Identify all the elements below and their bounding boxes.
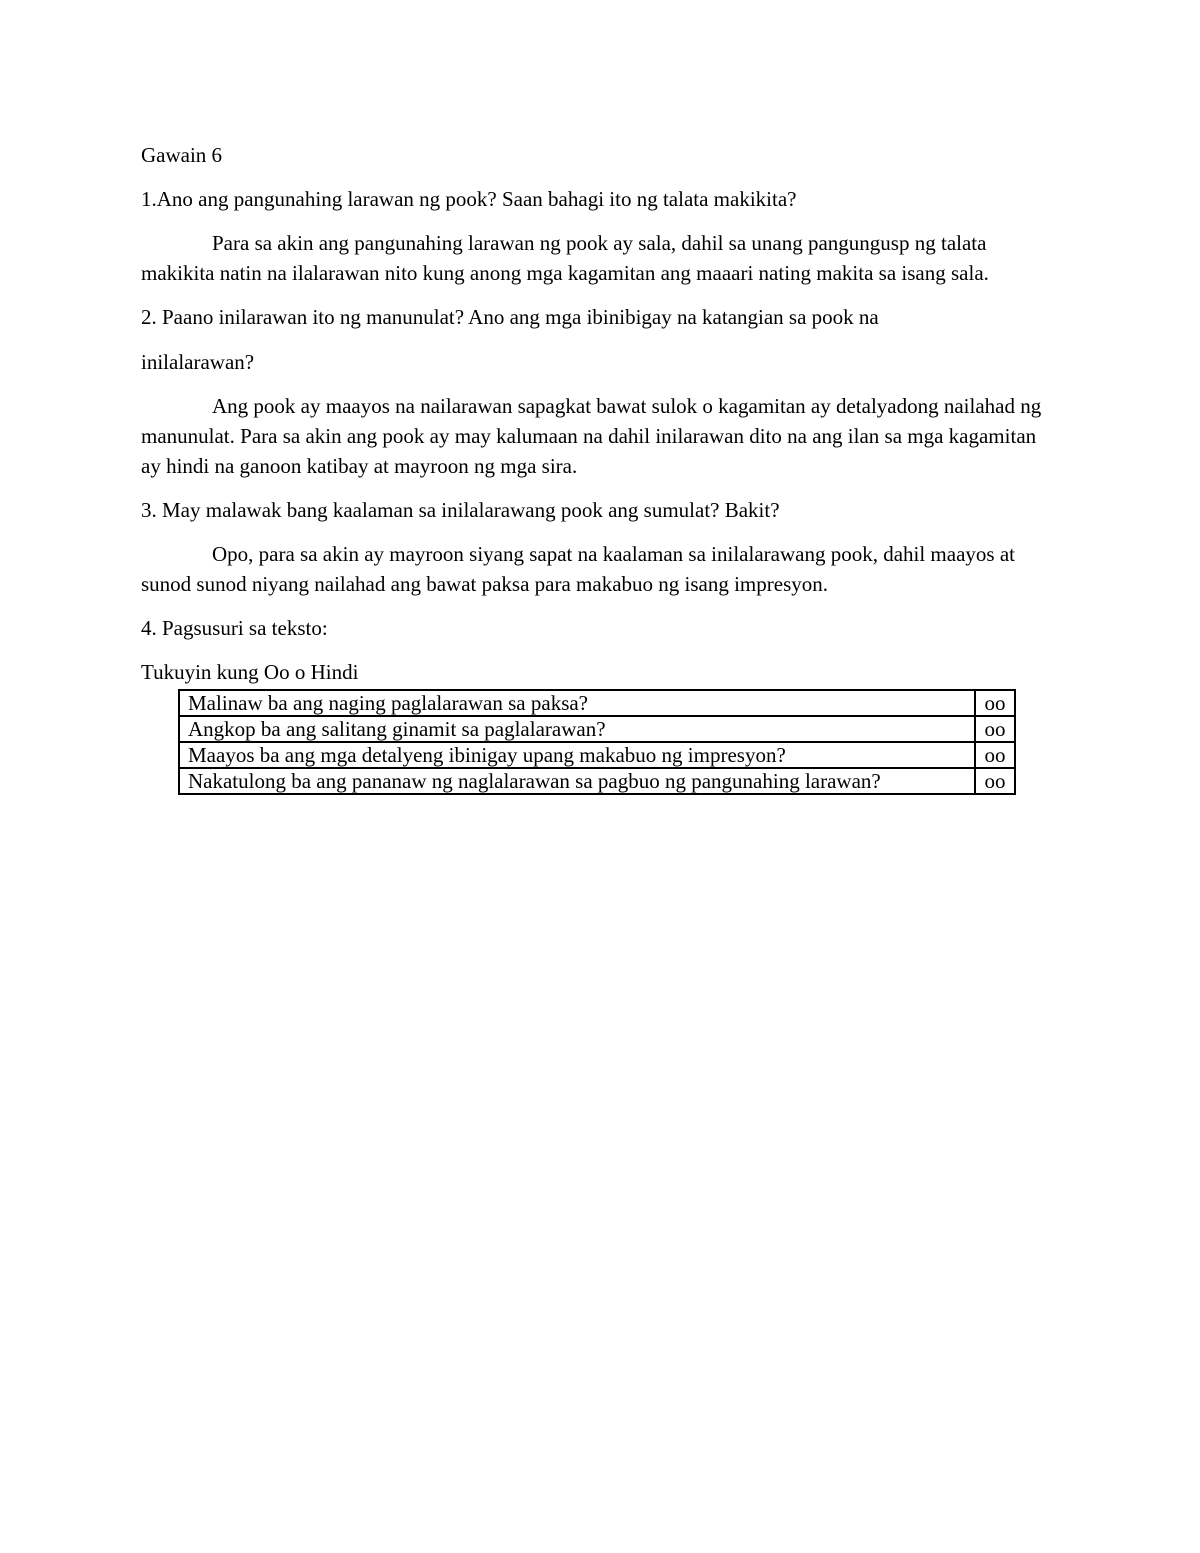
table-row	[179, 690, 1015, 716]
heading: Gawain 6	[141, 143, 223, 167]
table-question-cell: Malinaw ba ang naging paglalarawan sa paksa?	[179, 690, 975, 716]
answer-2: Ang pook ay maayos na nailarawan sapagkat bawat sulok o kagamitan ay detalyadong nailahad ng manunulat. Para sa akin ang pook ay may kalumaan na dahil inilarawan dito na ang ilan sa mga kagamitan ay hindi na ganoon katibay at mayroon ng mga sira.	[141, 394, 1042, 478]
question-2	[141, 302, 1051, 377]
answer-3: Opo, para sa akin ay mayroon siyang sapat na kaalaman sa inilalarawang pook, dahil maayos at sunod sunod niyang nailahad ang bawat paksa para makabuo ng isang impresyon.	[141, 542, 1015, 596]
table-question-cell: Angkop ba ang salitang ginamit sa paglalarawan?	[179, 716, 975, 742]
question-2-line-2: inilalarawan?	[141, 350, 255, 374]
table-row	[179, 716, 1015, 742]
table-answer-cell: oo	[975, 742, 1015, 768]
answer-1: Para sa akin ang pangunahing larawan ng pook ay sala, dahil sa unang pangungusp ng talata makikita natin na ilalarawan nito kung anong mga kagamitan ang maaari nating makita sa isang sala.	[141, 231, 989, 285]
table-question-cell: Nakatulong ba ang pananaw ng naglalarawan sa pagbuo ng pangunahing larawan?	[179, 768, 975, 794]
question-4: 4. Pagsusuri sa teksto:	[141, 616, 328, 640]
table-answer-cell: oo	[975, 716, 1015, 742]
question-3: 3. May malawak bang kaalaman sa inilalarawang pook ang sumulat? Bakit?	[141, 498, 780, 522]
table-answer-cell: oo	[975, 768, 1015, 794]
table-question-cell: Maayos ba ang mga detalyeng ibinigay upang makabuo ng impresyon?	[179, 742, 975, 768]
instruction: Tukuyin kung Oo o Hindi	[141, 660, 359, 684]
question-1: 1.Ano ang pangunahing larawan ng pook? Saan bahagi ito ng talata makikita?	[141, 187, 797, 211]
table-row	[179, 742, 1015, 768]
document-page	[141, 140, 1051, 795]
table-answer-cell: oo	[975, 690, 1015, 716]
question-2-line-1: 2. Paano inilarawan ito ng manunulat? Ano ang mga ibinibigay na katangian sa pook na	[141, 305, 879, 329]
table-row	[179, 768, 1015, 794]
checklist-table	[178, 689, 1016, 795]
